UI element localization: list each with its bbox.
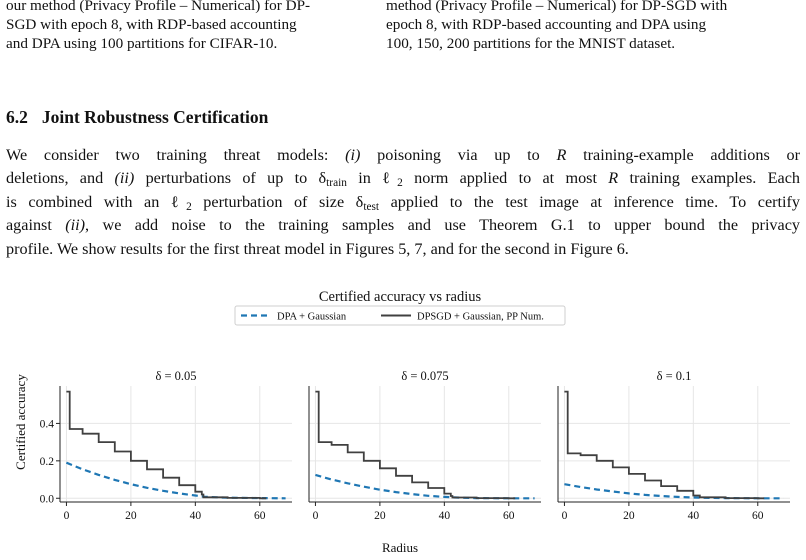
chart-panel-2: [309, 369, 541, 522]
caption-line: and DPA using 100 partitions for CIFAR-10.: [6, 35, 278, 52]
text-run: poisoning via up to: [360, 146, 557, 164]
text-run: R: [556, 146, 567, 164]
certified-accuracy-figure: [0, 280, 806, 560]
x-axis-label: Radius: [381, 540, 419, 555]
paragraph-line-1: [6, 144, 800, 167]
x-tick-label: 40: [189, 510, 202, 522]
x-tick-label: 40: [687, 510, 700, 522]
y-tick-label: 0.4: [39, 418, 54, 431]
chart-panel-3: [558, 369, 790, 522]
x-tick-label: 0: [561, 510, 568, 522]
body-paragraph: [6, 144, 800, 261]
figure-title: Certified accuracy vs radius: [318, 289, 482, 305]
series-line-dpa: [66, 463, 285, 499]
text-run: norm applied to at most: [402, 169, 609, 188]
caption-line: 100, 150, 200 partitions for the MNIST dataset.: [386, 35, 676, 52]
caption-line: method (Privacy Profile – Numerical) for DP-SGD with: [386, 0, 728, 14]
x-tick-label: 0: [312, 510, 319, 522]
section-title: Joint Robustness Certification: [41, 107, 269, 127]
series-line-dpa: [315, 475, 534, 498]
y-axis-label: Certified accuracy: [13, 374, 28, 470]
y-tick-label: 0.2: [39, 455, 54, 468]
section-heading: [6, 107, 268, 128]
text-run: We consider two training threat models:: [6, 146, 346, 164]
x-tick-label: 60: [752, 510, 764, 522]
y-tick-label: 0.0: [39, 493, 54, 506]
section-number: 6.2: [6, 107, 28, 127]
paragraph-line-5: profile. We show results for the first threat model in Figures 5, 7, and for the second in Figure 6.: [6, 239, 629, 258]
chart-panels: [40, 369, 790, 522]
text-run: 2: [397, 177, 403, 190]
paragraph-line-2: [6, 167, 800, 190]
caption-line: our method (Privacy Profile – Numerical) for DP-: [6, 0, 311, 14]
text-run: train: [326, 177, 347, 190]
panel-title: δ = 0.1: [656, 369, 692, 383]
x-tick-label: 20: [125, 510, 137, 522]
series-line-dpsgd: [66, 392, 266, 499]
text-run: perturbation of size δ: [191, 192, 364, 211]
text-run: R: [608, 169, 619, 188]
text-run: (ii): [114, 169, 135, 188]
x-tick-label: 40: [438, 510, 451, 522]
text-run: (ii): [65, 216, 86, 235]
legend-dpsgd-label: DPSGD + Gaussian, PP Num.: [417, 311, 544, 323]
caption-line: epoch 8, with RDP-based accounting and DPA using: [386, 16, 707, 33]
chart-panel-1: [40, 369, 292, 522]
text-run: test: [363, 200, 380, 213]
paragraph-line-3: [6, 191, 800, 214]
caption-line: SGD with epoch 8, with RDP-based accounting: [6, 16, 297, 33]
text-run: (i): [345, 146, 361, 164]
text-run: , we add noise to the training samples and use Theorem G.1 to upper bound the privacy: [85, 216, 800, 235]
x-tick-label: 60: [503, 510, 515, 522]
paragraph-line-4: [6, 214, 800, 237]
figure-caption-right: [386, 0, 798, 53]
text-run: training-example additions or: [566, 146, 800, 164]
legend: [235, 306, 565, 325]
panel-title: δ = 0.05: [155, 369, 197, 383]
figure-caption-left: [6, 0, 358, 53]
text-run: 2: [186, 200, 192, 213]
x-tick-label: 0: [63, 510, 70, 522]
text-run: is combined with an ℓ: [6, 192, 187, 211]
x-tick-label: 20: [623, 510, 635, 522]
text-run: perturbations of up to δ: [134, 169, 327, 188]
panel-title: δ = 0.075: [401, 369, 449, 383]
text-run: training examples. Each: [618, 169, 800, 188]
x-tick-label: 20: [374, 510, 386, 522]
legend-dpa-label: DPA + Gaussian: [277, 311, 347, 323]
x-tick-label: 60: [254, 510, 266, 522]
text-run: in ℓ: [346, 169, 398, 188]
series-line-dpsgd: [564, 392, 764, 499]
text-run: against: [6, 216, 66, 235]
text-run: deletions, and: [6, 169, 115, 188]
text-run: applied to the test image at inference time. To certify: [379, 192, 801, 211]
